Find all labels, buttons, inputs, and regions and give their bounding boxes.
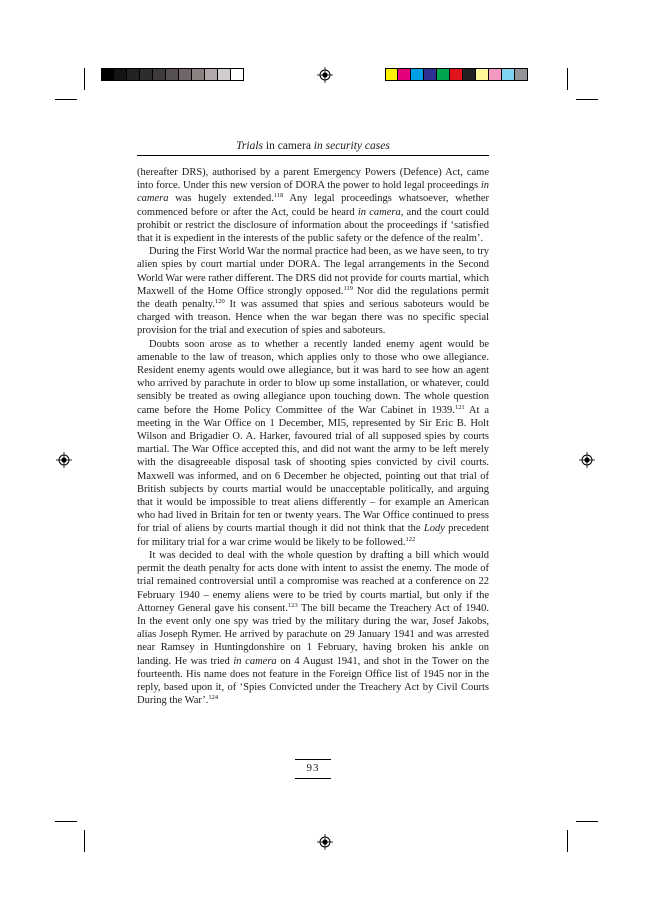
color-bar-swatch: [411, 68, 424, 81]
color-bar-swatch: [450, 68, 463, 81]
footnote-ref-118: 118: [273, 192, 284, 200]
p1-text-c: was hugely extended.: [168, 193, 274, 205]
p2-text-c: It was assumed that spies and serious saboteurs would be charged with treason. Hence when the war began there was no specific special provision for the trial and execution of spies and saboteurs.: [137, 299, 490, 337]
p4-text-a: It was decided to deal with the whole question by drafting a bill which would permit the death penalty for acts done with intent to assist the enemy. The mode of trial remained controversial until a compromise was reached at a conference on 22 February 1940 – enemy aliens were to be tried by courts martial, but only if the Attorney General gave his consent.: [137, 549, 489, 614]
grayscale-bar: [101, 68, 244, 81]
body-text: [137, 166, 489, 707]
page-number-rule-bottom: [295, 778, 331, 779]
color-bar-swatch: [437, 68, 450, 81]
crop-mark-bottom-left-v: [84, 830, 85, 852]
gray-bar-swatch: [179, 68, 192, 81]
color-bar-swatch: [489, 68, 502, 81]
p3-text-a: Doubts soon arose as to whether a recently landed enemy agent would be amenable to the law of treason, which applies only to those who owe allegiance. Resident enemy agents would owe allegiance, but it was hard to see how an agent who arrived by parachute in order to blow up some installation, or whatever, could sensibly be treated as owing allegiance upon touching down. The whole question came before the Home Policy Committee of the War Cabinet in 1939.: [137, 338, 489, 416]
footnote-ref-119: 119: [343, 284, 353, 292]
gray-bar-swatch: [218, 68, 231, 81]
p1-italic-b: in camera: [137, 180, 489, 205]
header-rule: [137, 155, 489, 156]
p1-text-a: (hereafter DRS), authorised by a parent Emergency Powers (Defence) Act, came into force. Under this new version of DORA the power to hold legal proceedings: [137, 167, 489, 192]
registration-mark-top-icon: [317, 67, 333, 83]
registration-mark-right-icon: [579, 452, 595, 468]
paragraph-2: [137, 245, 489, 337]
p2-text-a: During the First World War the normal practice had been, as we have seen, to try alien spies by court martial under DORA. The legal arrangements in the Second World War were rather different. The DRS did not provide for courts martial, which Maxwell of the Home Office strongly opposed.: [137, 246, 490, 297]
crop-mark-top-right-h: [576, 99, 598, 100]
page-number: 93: [306, 762, 320, 774]
gray-bar-swatch: [114, 68, 127, 81]
color-bar: [385, 68, 528, 81]
paragraph-1: [137, 166, 489, 245]
crop-mark-top-left-v: [84, 68, 85, 90]
color-bar-swatch: [476, 68, 489, 81]
gray-bar-swatch: [231, 68, 244, 81]
p4-text-d: on 4 August 1941, and shot in the Tower on the fourteenth. His name does not feature in the Foreign Office list of 1945 nor in the reply, based upon it, of ‘Spies Convicted under the Treachery Act by Civil Courts During the War’.: [137, 655, 489, 707]
footnote-ref-120: 120: [215, 298, 225, 306]
crop-mark-bottom-right-v: [567, 830, 568, 852]
registration-mark-left-icon: [56, 452, 72, 468]
gray-bar-swatch: [192, 68, 205, 81]
color-bar-swatch: [398, 68, 411, 81]
page-number-rule-top: [295, 759, 331, 760]
footnote-ref-122: 122: [405, 535, 416, 543]
crop-mark-top-right-v: [567, 68, 568, 90]
gray-bar-swatch: [127, 68, 140, 81]
running-head-italic-2: in security cases: [313, 140, 390, 152]
footnote-ref-121: 121: [454, 403, 465, 411]
running-head: [137, 140, 489, 152]
color-bar-swatch: [424, 68, 437, 81]
p3-text-d: precedent for military trial for a war crime would be likely to be followed.: [137, 523, 489, 548]
crop-mark-bottom-right-h: [576, 821, 598, 822]
color-bar-swatch: [515, 68, 528, 81]
running-head-roman: in camera: [263, 140, 314, 152]
crop-mark-bottom-left-h: [55, 821, 77, 822]
p3-italic-c: Lody: [423, 523, 445, 535]
footnote-ref-124: 124: [208, 694, 219, 702]
p2-text-b: Nor did the regulations permit the death penalty.: [137, 285, 489, 311]
color-bar-swatch: [502, 68, 515, 81]
gray-bar-swatch: [153, 68, 166, 81]
p3-text-b: At a meeting in the War Office on 1 December, MI5, represented by Sir Eric B. Holt Wilson and Brigadier O. A. Harker, favoured trial of all supposed spies by courts martial. The War Office accepted this, and did not want the army to be left merely with the disagreeable disposal task of shooting spies convicted by civil courts. Maxwell was informed, and on 6 December he objected, pointing out that trial of British subjects by courts martial would be unacceptable politically, and arguing that it would be impossible to treat aliens differently – for example an American who had lived in Britain for ten or twenty years. The War Office continued to press for trial of aliens by courts martial though it did not think that the: [137, 404, 489, 535]
p1-text-f: , and the court could prohibit or restrict the disclosure of information about the proceedings if ‘satisfied that it is expedient in the interests of the public safety or the defence of the realm’.: [137, 206, 490, 245]
registration-mark-bottom-icon: [317, 834, 333, 850]
crop-mark-top-left-h: [55, 99, 77, 100]
gray-bar-swatch: [101, 68, 114, 81]
footnote-ref-123: 123: [287, 601, 298, 609]
p1-text-d: Any legal proceedings whatsoever, whether commenced before or after the Act, could be heard: [137, 193, 489, 218]
color-bar-swatch: [463, 68, 476, 81]
color-bar-swatch: [385, 68, 398, 81]
gray-bar-swatch: [140, 68, 153, 81]
paragraph-3: [137, 338, 489, 549]
gray-bar-swatch: [166, 68, 179, 81]
p1-italic-e: in camera: [357, 206, 401, 218]
running-head-italic-1: Trials: [236, 140, 264, 152]
p4-italic-c: in camera: [233, 655, 277, 667]
paragraph-4: [137, 549, 489, 707]
gray-bar-swatch: [205, 68, 218, 81]
p4-text-b: The bill became the Treachery Act of 1940. In the event only one spy was tried by the military during the war, Josef Jakobs, alias Joseph Rymer. He arrived by parachute on 29 January 1941 and was arrested near Ramsey in Huntingdonshire on 1 February, having broken his ankle on landing. He was tried: [137, 602, 490, 667]
